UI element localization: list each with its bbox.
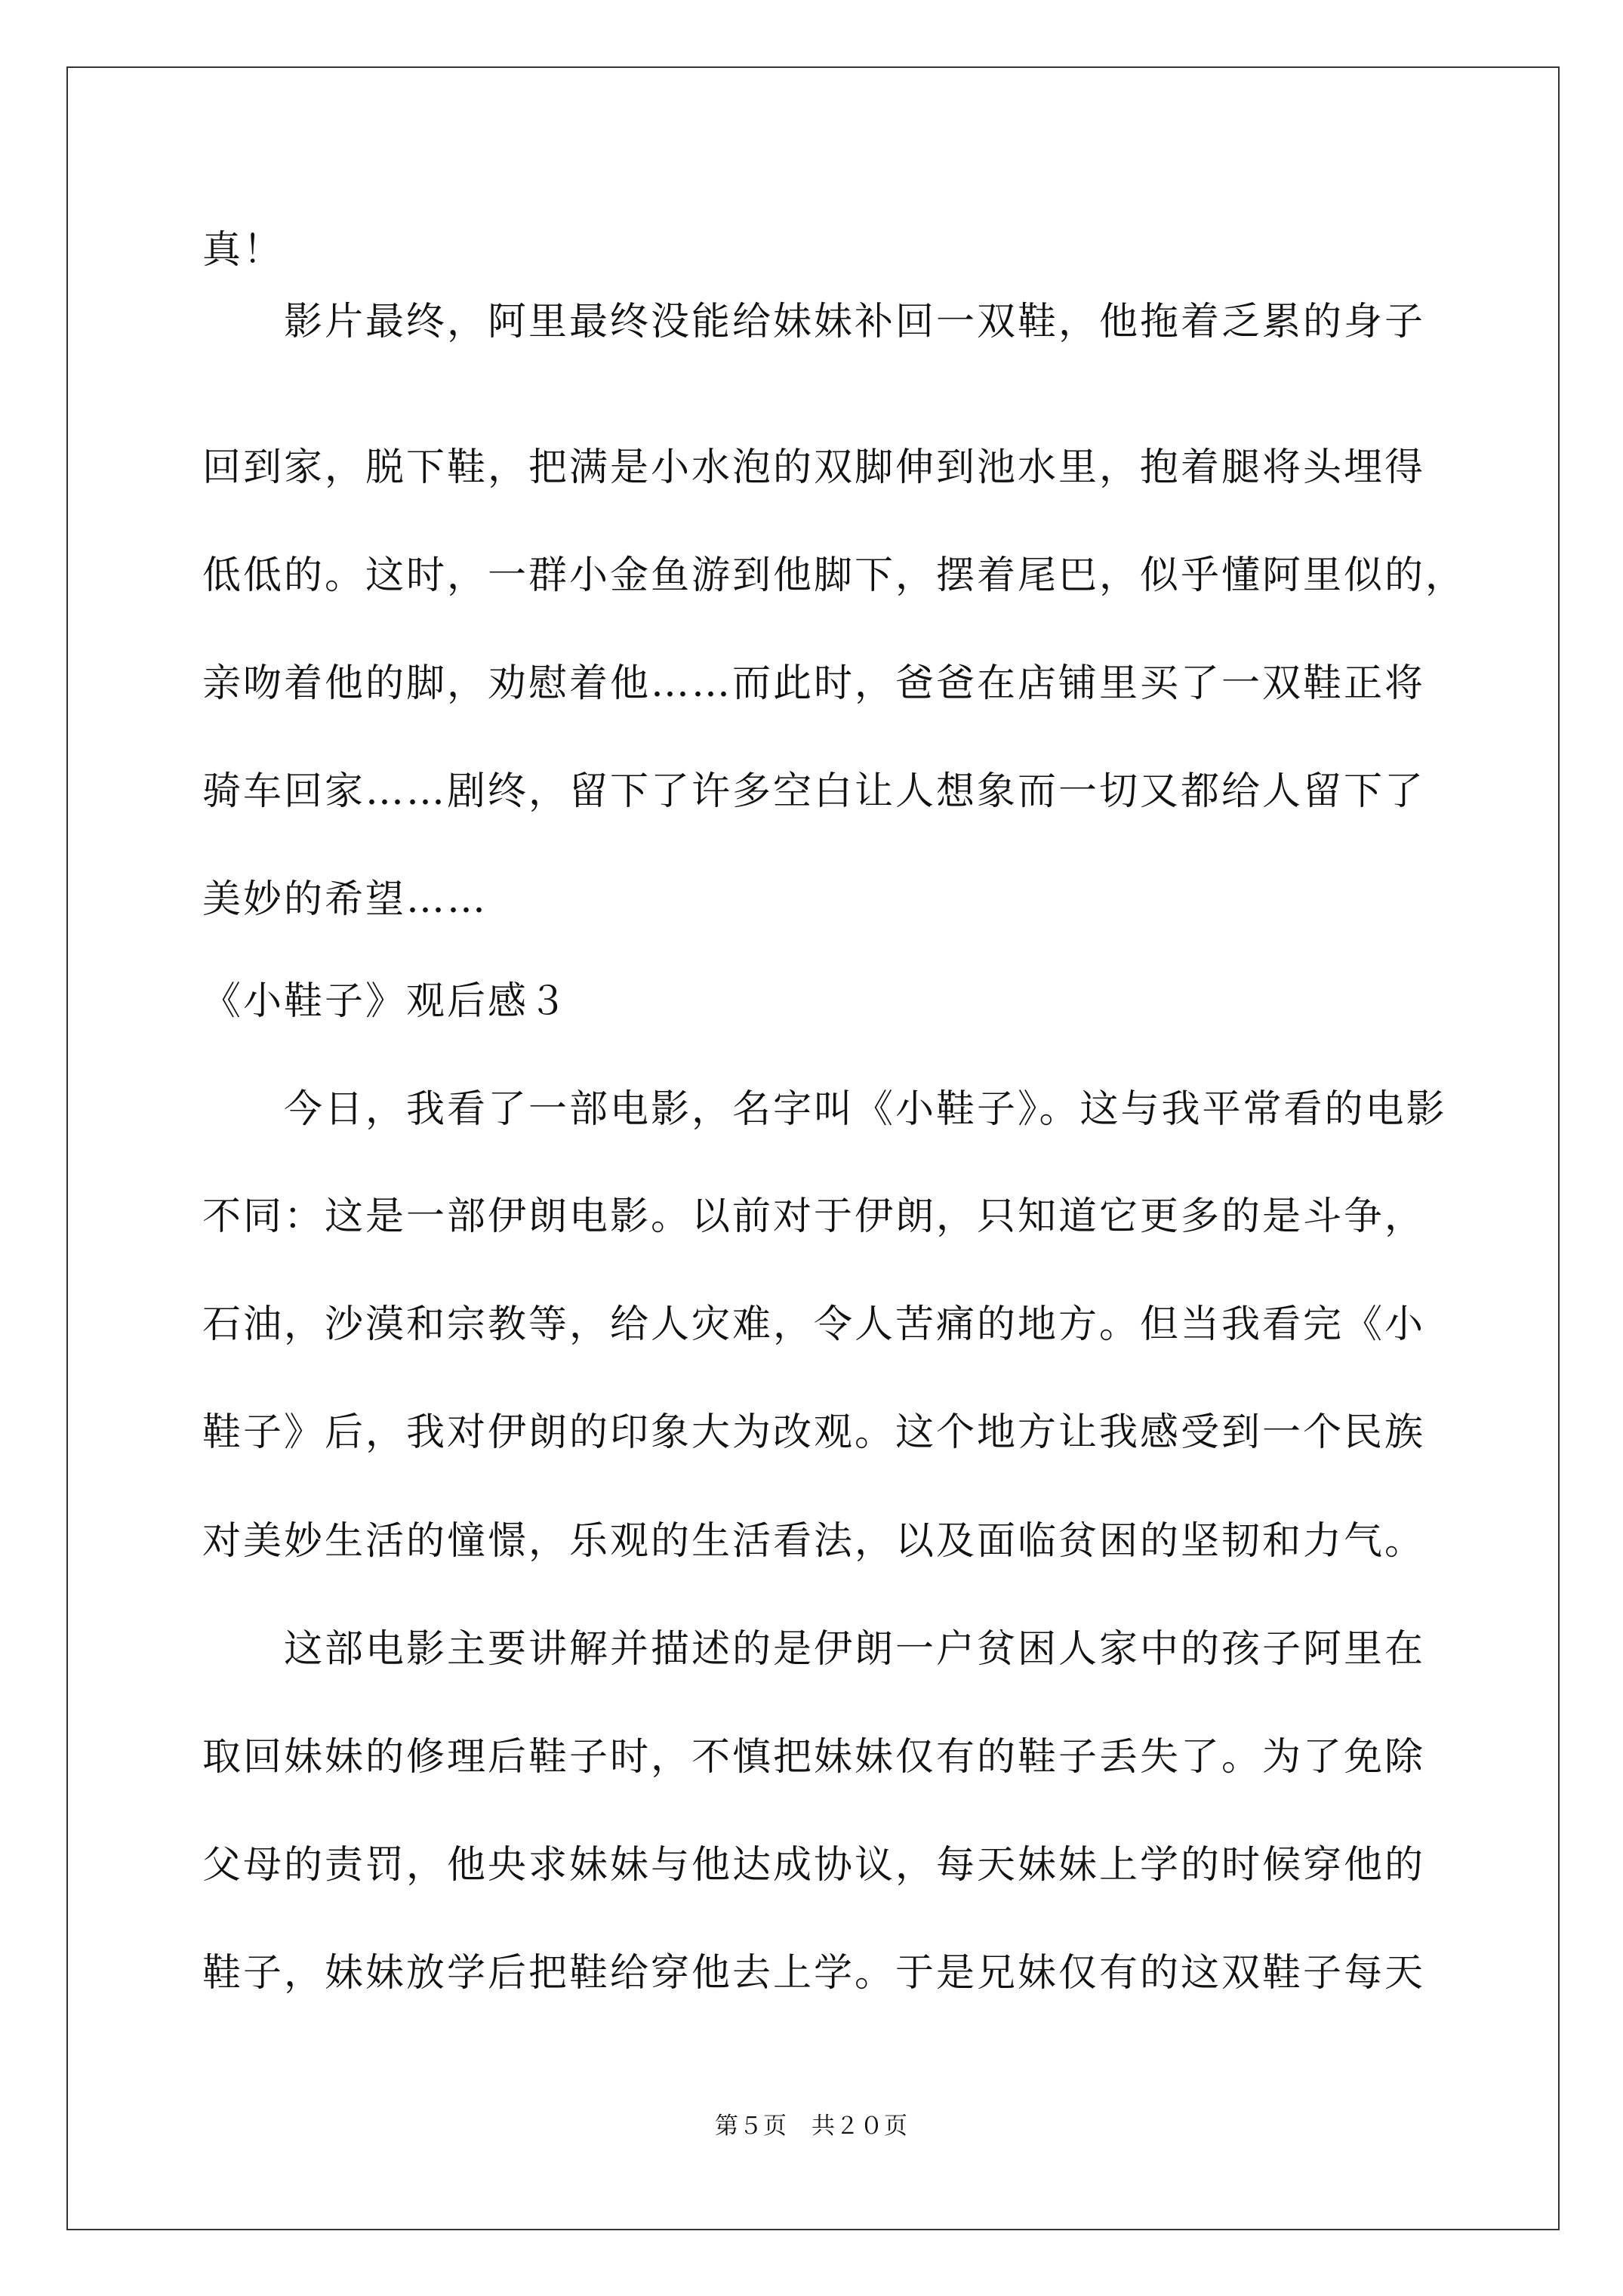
text-line: 取回妹妹的修理后鞋子时，不慎把妹妹仅有的鞋子丢失了。为了免除 bbox=[202, 1735, 1426, 1780]
page-border bbox=[66, 66, 1560, 2230]
text-line: 鞋子，妹妹放学后把鞋给穿他去上学。于是兄妹仅有的这双鞋子每天 bbox=[202, 1951, 1426, 1996]
text-line: 鞋子》后，我对伊朗的印象大为改观。这个地方让我感受到一个民族 bbox=[202, 1410, 1426, 1455]
text-line: 父母的责罚，他央求妹妹与他达成协议，每天妹妹上学的时候穿他的 bbox=[202, 1843, 1426, 1888]
section-heading: 《小鞋子》观后感３ bbox=[202, 979, 570, 1024]
text-line: 石油，沙漠和宗教等，给人灾难，令人苦痛的地方。但当我看完《小 bbox=[202, 1302, 1426, 1347]
text-line: 低低的。这时，一群小金鱼游到他脚下，摆着尾巴，似乎懂阿里似的， bbox=[202, 553, 1467, 598]
paragraph-start-line: 今日，我看了一部电影，名字叫《小鞋子》。这与我平常看的电影 bbox=[284, 1087, 1447, 1132]
text-line: 骑车回家……剧终，留下了许多空白让人想象而一切又都给人留下了 bbox=[202, 769, 1426, 814]
text-line: 对美妙生活的憧憬，乐观的生活看法，以及面临贫困的坚韧和力气。 bbox=[202, 1519, 1426, 1564]
text-line: 真！ bbox=[202, 228, 285, 273]
text-line: 回到家，脱下鞋，把满是小水泡的双脚伸到池水里，抱着腿将头埋得 bbox=[202, 445, 1426, 490]
text-line: 不同：这是一部伊朗电影。以前对于伊朗，只知道它更多的是斗争， bbox=[202, 1194, 1426, 1239]
paragraph-start-line: 影片最终，阿里最终没能给妹妹补回一双鞋，他拖着乏累的身子 bbox=[284, 300, 1426, 344]
page-footer: 第５页 共２０页 bbox=[715, 2113, 908, 2140]
paragraph-start-line: 这部电影主要讲解并描述的是伊朗一户贫困人家中的孩子阿里在 bbox=[284, 1627, 1426, 1672]
text-line: 美妙的希望…… bbox=[202, 877, 488, 922]
text-line: 亲吻着他的脚，劝慰着他……而此时，爸爸在店铺里买了一双鞋正将 bbox=[202, 661, 1426, 706]
